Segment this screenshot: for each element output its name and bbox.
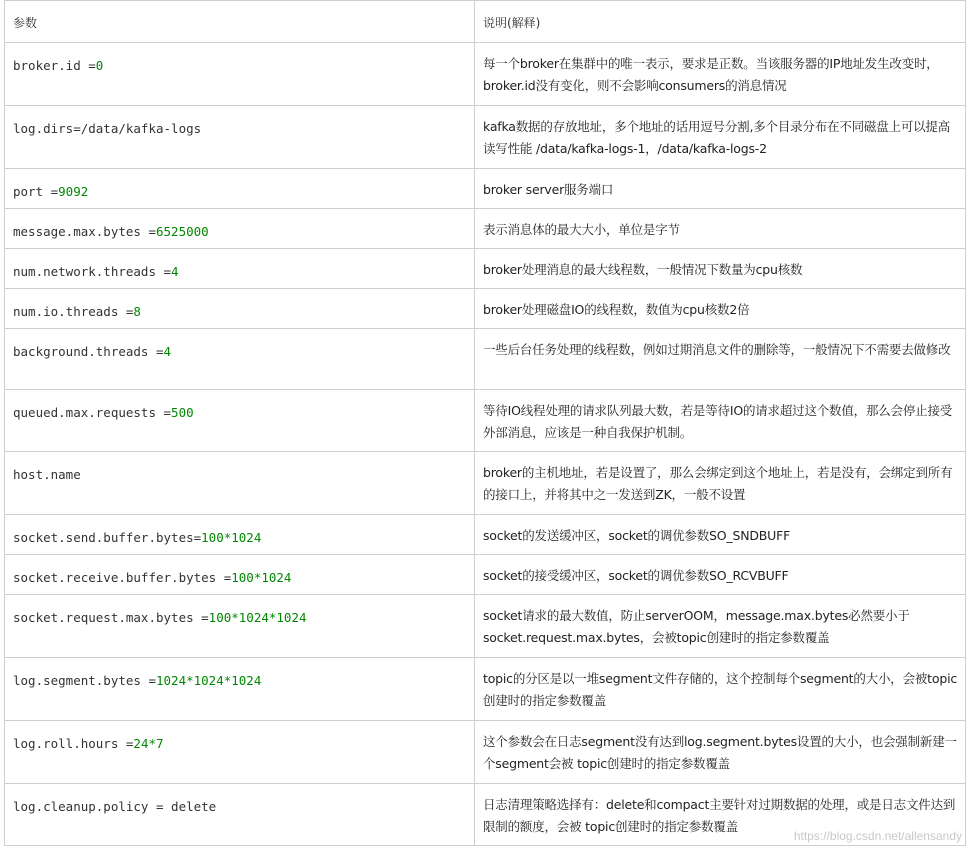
desc-cell: 一些后台任务处理的线程数，例如过期消息文件的删除等，一般情况下不需要去做修改 [475, 329, 966, 390]
table-row [5, 329, 966, 390]
table-row [5, 452, 966, 515]
param-value: 0 [95, 58, 104, 73]
desc-cell: broker处理磁盘IO的线程数，数值为cpu核数2倍 [475, 289, 966, 329]
param-value: 8 [133, 304, 141, 319]
param-name: log.segment.bytes = [13, 673, 156, 688]
desc-cell: 等待IO线程处理的请求队列最大数，若是等待IO的请求超过这个数值，那么会停止接受外部消息，应该是一种自我保护机制。 [475, 390, 966, 452]
table-row [5, 721, 966, 784]
table-row [5, 658, 966, 721]
desc-cell: broker处理消息的最大线程数，一般情况下数量为cpu核数 [475, 249, 966, 289]
desc-cell: 这个参数会在日志segment没有达到log.segment.bytes设置的大小，也会强制新建一个segment会被 topic创建时的指定参数覆盖 [475, 721, 966, 784]
param-cell [5, 452, 475, 515]
param-name: message.max.bytes = [13, 224, 156, 239]
param-value: 9092 [58, 184, 89, 199]
param-cell [5, 595, 475, 658]
watermark: https://blog.csdn.net/allensandy [793, 829, 962, 843]
param-value: 100*1024 [231, 570, 292, 585]
desc-cell: socket请求的最大数值，防止serverOOM，message.max.bytes必然要小于socket.request.max.bytes，会被topic创建时的指定参数覆盖 [475, 595, 966, 658]
table-row [5, 169, 966, 209]
param-name: socket.send.buffer.bytes= [13, 530, 202, 545]
param-value: 4 [163, 344, 172, 359]
param-value: 500 [171, 405, 194, 420]
param-cell [5, 106, 475, 169]
param-cell [5, 784, 475, 846]
param-cell [5, 249, 475, 289]
param-name: port = [13, 184, 59, 199]
param-name: num.network.threads = [13, 264, 172, 279]
desc-cell: 日志清理策略选择有：delete和compact主要针对过期数据的处理，或是日志文件达到限制的额度，会被 topic创建时的指定参数覆盖 [475, 784, 966, 846]
desc-cell: socket的发送缓冲区，socket的调优参数SO_SNDBUFF [475, 515, 966, 555]
param-cell [5, 43, 475, 106]
desc-cell: 表示消息体的最大大小，单位是字节 [475, 209, 966, 249]
param-name: log.dirs=/data/kafka-logs [13, 121, 202, 136]
param-cell [5, 658, 475, 721]
param-cell [5, 555, 475, 595]
table-row [5, 595, 966, 658]
param-name: background.threads = [13, 344, 164, 359]
param-cell [5, 515, 475, 555]
table-row [5, 515, 966, 555]
param-name: log.cleanup.policy = delete [13, 799, 217, 814]
param-name: socket.request.max.bytes = [13, 610, 209, 625]
desc-cell: broker server服务端口 [475, 169, 966, 209]
param-name: broker.id = [13, 58, 96, 73]
param-cell [5, 721, 475, 784]
table-row [5, 209, 966, 249]
table-row [5, 289, 966, 329]
desc-cell: kafka数据的存放地址，多个地址的话用逗号分割,多个目录分布在不同磁盘上可以提高读写性能 /data/kafka-logs-1，/data/kafka-logs-2 [475, 106, 966, 169]
param-cell [5, 329, 475, 390]
param-value: 100*1024*1024 [208, 610, 307, 625]
kafka-config-table [4, 0, 966, 846]
param-cell [5, 289, 475, 329]
desc-cell: broker的主机地址，若是设置了，那么会绑定到这个地址上，若是没有，会绑定到所有的接口上，并将其中之一发送到ZK，一般不设置 [475, 452, 966, 515]
param-name: socket.receive.buffer.bytes = [13, 570, 232, 585]
table-row [5, 390, 966, 452]
desc-cell: topic的分区是以一堆segment文件存储的，这个控制每个segment的大小，会被topic创建时的指定参数覆盖 [475, 658, 966, 721]
param-cell [5, 209, 475, 249]
desc-cell: 每一个broker在集群中的唯一表示，要求是正数。当该服务器的IP地址发生改变时，broker.id没有变化，则不会影响consumers的消息情况 [475, 43, 966, 106]
table-header-row [5, 1, 966, 43]
desc-cell: socket的接受缓冲区，socket的调优参数SO_RCVBUFF [475, 555, 966, 595]
param-cell [5, 169, 475, 209]
param-name: host.name [13, 467, 81, 482]
param-name: num.io.threads = [13, 304, 134, 319]
header-desc: 说明(解释) [475, 1, 966, 43]
table-row [5, 249, 966, 289]
param-value: 100*1024 [201, 530, 262, 545]
param-name: log.roll.hours = [13, 736, 134, 751]
table-row [5, 43, 966, 106]
param-value: 24*7 [133, 736, 164, 751]
param-value: 4 [171, 264, 179, 279]
param-value: 1024*1024*1024 [156, 673, 262, 688]
param-value: 6525000 [156, 224, 209, 239]
table-row [5, 555, 966, 595]
table-row [5, 106, 966, 169]
param-cell [5, 390, 475, 452]
param-name: queued.max.requests = [13, 405, 172, 420]
header-param: 参数 [5, 1, 475, 43]
